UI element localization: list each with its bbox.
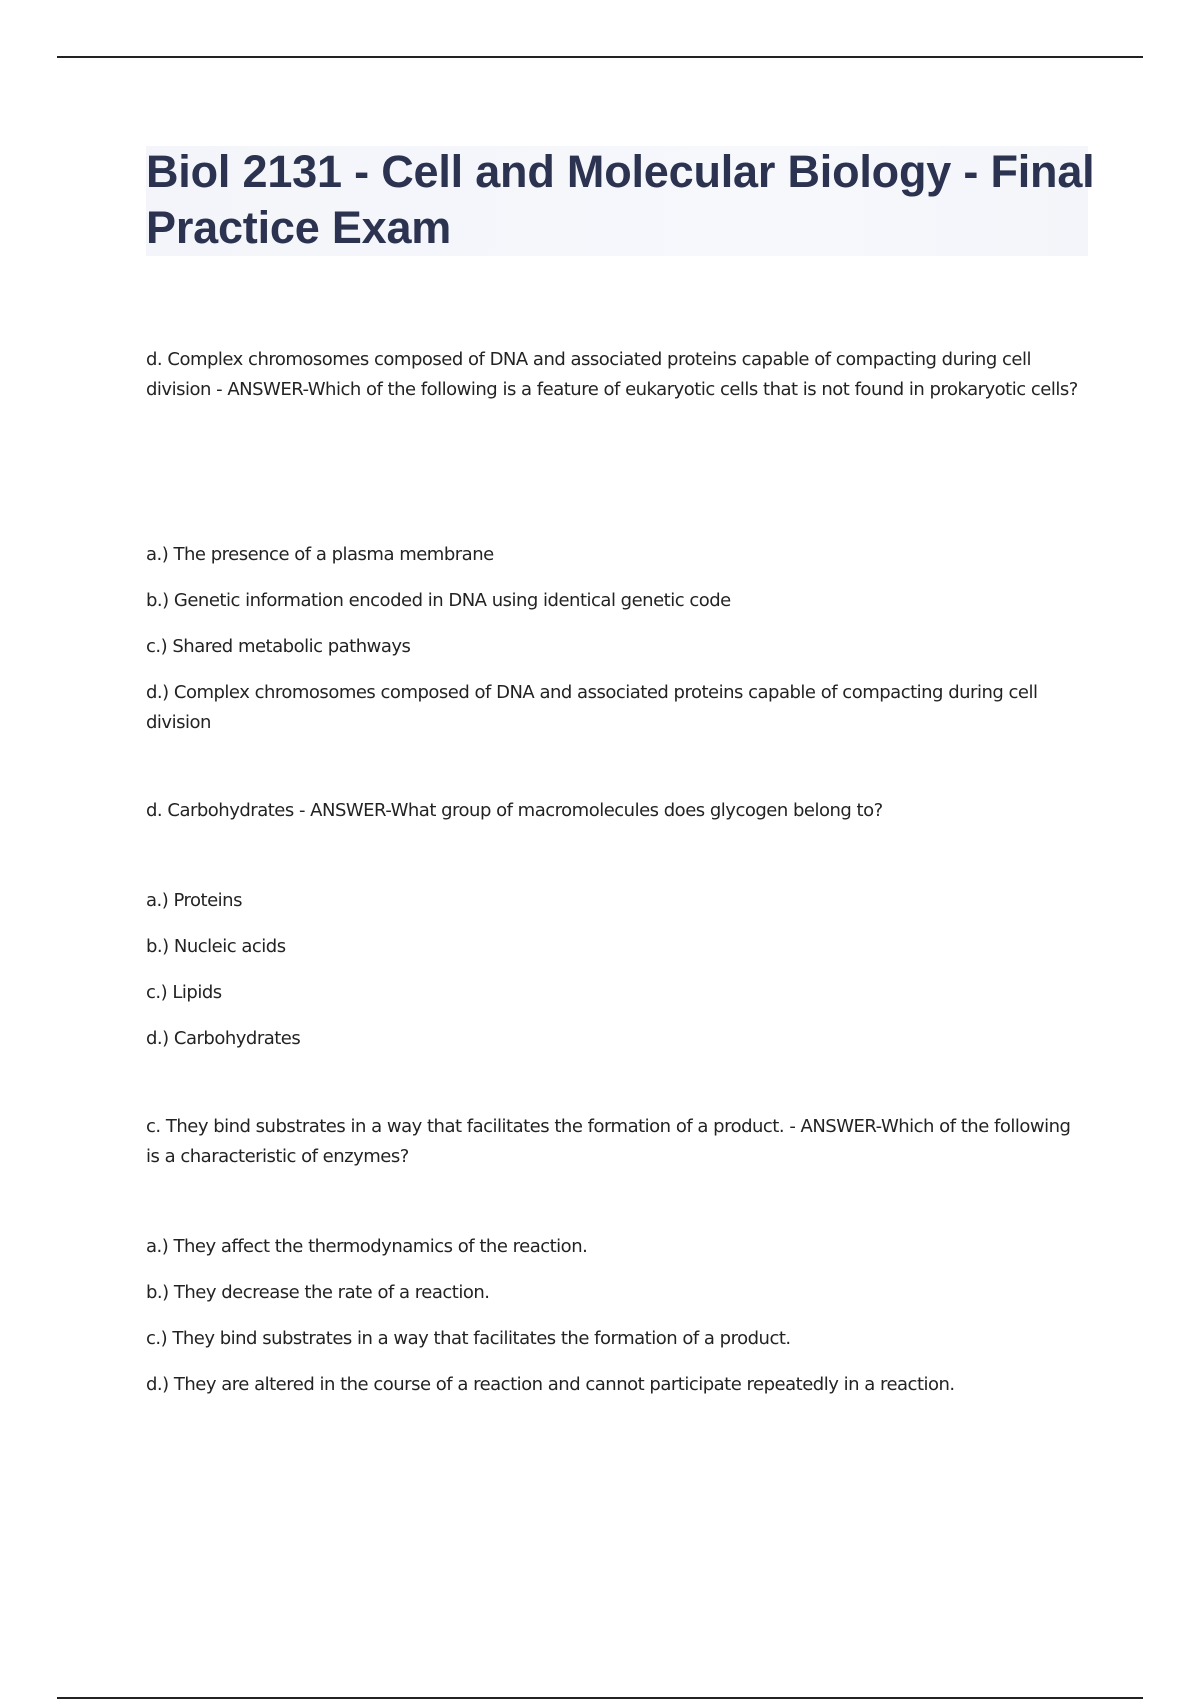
top-divider [57, 56, 1143, 58]
option-item: d.) Complex chromosomes composed of DNA and associated proteins capable of compacting during cell division [146, 682, 1038, 733]
option-item: a.) Proteins [146, 890, 242, 911]
options-list-3 [146, 1232, 1086, 1400]
option-item: d.) They are altered in the course of a reaction and cannot participate repeatedly in a reaction. [146, 1374, 955, 1395]
page-title: Biol 2131 - Cell and Molecular Biology - Final Practice Exam [146, 146, 1095, 253]
option-item: d.) Carbohydrates [146, 1028, 301, 1049]
option-item: c.) Shared metabolic pathways [146, 636, 411, 657]
bottom-divider [57, 1697, 1143, 1699]
question-answer-2: d. Carbohydrates - ANSWER-What group of macromolecules does glycogen belong to? [146, 800, 883, 821]
option-item: b.) Nucleic acids [146, 936, 286, 957]
option-item: a.) The presence of a plasma membrane [146, 544, 494, 565]
option-item: b.) They decrease the rate of a reaction. [146, 1282, 490, 1303]
option-item: c.) Lipids [146, 982, 222, 1003]
option-item: c.) They bind substrates in a way that facilitates the formation of a product. [146, 1328, 791, 1349]
option-item: b.) Genetic information encoded in DNA using identical genetic code [146, 590, 731, 611]
option-item: a.) They affect the thermodynamics of the reaction. [146, 1236, 588, 1257]
question-answer-3: c. They bind substrates in a way that facilitates the formation of a product. - ANSWER-Which of the following is a characteristic of enzymes? [146, 1116, 1071, 1167]
options-list-1 [146, 540, 1086, 738]
options-list-2 [146, 886, 1086, 1054]
question-answer-1: d. Complex chromosomes composed of DNA and associated proteins capable of compacting during cell division - ANSWER-Which of the following is a feature of eukaryotic cells that is not found in prokaryotic cells? [146, 349, 1078, 400]
